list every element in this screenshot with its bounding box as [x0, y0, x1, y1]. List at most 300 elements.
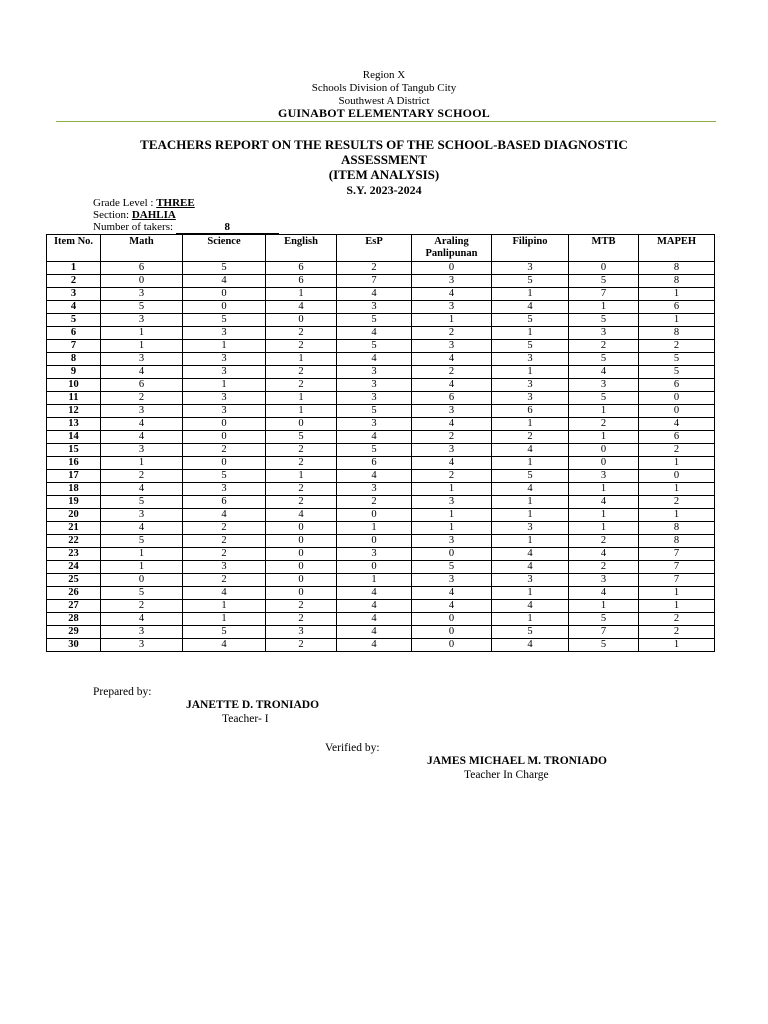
table-row: [47, 288, 715, 301]
score-cell: 2: [183, 548, 266, 561]
score-cell: 4: [492, 444, 569, 457]
score-cell: 1: [569, 431, 639, 444]
score-cell: 2: [266, 457, 337, 470]
item-number-cell: 14: [47, 431, 101, 444]
score-cell: 4: [337, 600, 412, 613]
score-cell: 0: [266, 535, 337, 548]
item-number-cell: 2: [47, 275, 101, 288]
score-cell: 2: [266, 600, 337, 613]
score-cell: 1: [492, 587, 569, 600]
column-header: EsP: [337, 235, 412, 262]
score-cell: 2: [266, 327, 337, 340]
score-cell: 4: [101, 522, 183, 535]
table-row: [47, 483, 715, 496]
item-number-cell: 29: [47, 626, 101, 639]
score-cell: 5: [101, 301, 183, 314]
score-cell: 2: [569, 340, 639, 353]
score-cell: 5: [183, 626, 266, 639]
score-cell: 5: [569, 314, 639, 327]
score-cell: 7: [639, 548, 715, 561]
score-cell: 4: [569, 548, 639, 561]
score-cell: 4: [101, 366, 183, 379]
score-cell: 5: [492, 626, 569, 639]
score-cell: 4: [337, 626, 412, 639]
table-row: [47, 379, 715, 392]
score-cell: 3: [412, 275, 492, 288]
table-row: [47, 639, 715, 652]
score-cell: 5: [183, 470, 266, 483]
item-number-cell: 25: [47, 574, 101, 587]
score-cell: 7: [639, 574, 715, 587]
score-cell: 5: [337, 314, 412, 327]
score-cell: 4: [492, 301, 569, 314]
score-cell: 5: [266, 431, 337, 444]
column-header: Science: [183, 235, 266, 262]
score-cell: 1: [639, 314, 715, 327]
score-cell: 7: [569, 288, 639, 301]
table-row: [47, 535, 715, 548]
table-row: [47, 626, 715, 639]
item-number-cell: 21: [47, 522, 101, 535]
score-cell: 3: [492, 262, 569, 275]
score-cell: 2: [639, 444, 715, 457]
score-cell: 4: [492, 548, 569, 561]
table-row: [47, 275, 715, 288]
score-cell: 1: [266, 392, 337, 405]
score-cell: 1: [412, 314, 492, 327]
table-row: [47, 561, 715, 574]
score-cell: 5: [492, 340, 569, 353]
score-cell: 0: [183, 457, 266, 470]
score-cell: 4: [492, 600, 569, 613]
item-number-cell: 16: [47, 457, 101, 470]
grade-level-label: Grade Level :: [93, 197, 157, 209]
table-row: [47, 262, 715, 275]
item-number-cell: 26: [47, 587, 101, 600]
score-cell: 5: [101, 535, 183, 548]
score-cell: 4: [337, 431, 412, 444]
item-number-cell: 22: [47, 535, 101, 548]
score-cell: 3: [183, 392, 266, 405]
section-label: Section:: [93, 209, 132, 221]
score-cell: 1: [412, 483, 492, 496]
score-cell: 6: [266, 275, 337, 288]
score-cell: 1: [183, 340, 266, 353]
table-row: [47, 522, 715, 535]
item-number-cell: 24: [47, 561, 101, 574]
score-cell: 4: [412, 600, 492, 613]
score-cell: 3: [412, 574, 492, 587]
table-row: [47, 327, 715, 340]
table-row: [47, 509, 715, 522]
item-number-cell: 4: [47, 301, 101, 314]
prepared-by-label: Prepared by:: [93, 686, 152, 698]
score-cell: 3: [101, 509, 183, 522]
score-cell: 1: [569, 405, 639, 418]
score-cell: 3: [492, 379, 569, 392]
item-number-cell: 20: [47, 509, 101, 522]
district-text: Southwest A District: [338, 95, 430, 107]
score-cell: 3: [101, 405, 183, 418]
score-cell: 6: [412, 392, 492, 405]
score-cell: 2: [183, 444, 266, 457]
score-cell: 3: [101, 314, 183, 327]
score-cell: 1: [412, 509, 492, 522]
score-cell: 2: [569, 535, 639, 548]
table-row: [47, 470, 715, 483]
score-cell: 0: [639, 405, 715, 418]
score-cell: 4: [183, 509, 266, 522]
column-header: Item No.: [47, 235, 101, 262]
score-cell: 1: [569, 600, 639, 613]
score-cell: 1: [639, 587, 715, 600]
score-cell: 2: [492, 431, 569, 444]
score-cell: 2: [266, 483, 337, 496]
table-row: [47, 353, 715, 366]
score-cell: 3: [183, 405, 266, 418]
score-cell: 6: [492, 405, 569, 418]
score-cell: 4: [337, 587, 412, 600]
score-cell: 4: [337, 327, 412, 340]
score-cell: 4: [412, 288, 492, 301]
table-row: [47, 496, 715, 509]
score-cell: 1: [337, 574, 412, 587]
score-cell: 0: [639, 470, 715, 483]
score-cell: 1: [639, 483, 715, 496]
table-body: [47, 262, 715, 652]
score-cell: 1: [101, 457, 183, 470]
column-header: MTB: [569, 235, 639, 262]
item-number-cell: 19: [47, 496, 101, 509]
table-row: [47, 574, 715, 587]
score-cell: 2: [412, 470, 492, 483]
item-number-cell: 5: [47, 314, 101, 327]
division-text: Schools Division of Tangub City: [311, 82, 457, 94]
score-cell: 3: [101, 444, 183, 457]
score-cell: 2: [266, 639, 337, 652]
score-cell: 6: [183, 496, 266, 509]
score-cell: 2: [266, 366, 337, 379]
takers-value: 8: [176, 222, 279, 234]
score-cell: 5: [101, 496, 183, 509]
score-cell: 0: [569, 457, 639, 470]
item-number-cell: 7: [47, 340, 101, 353]
score-cell: 4: [569, 496, 639, 509]
score-cell: 2: [337, 262, 412, 275]
column-header: Math: [101, 235, 183, 262]
score-cell: 5: [569, 639, 639, 652]
table-row: [47, 600, 715, 613]
score-cell: 4: [412, 587, 492, 600]
score-cell: 0: [183, 301, 266, 314]
score-cell: 0: [412, 639, 492, 652]
score-cell: 4: [492, 483, 569, 496]
score-cell: 1: [639, 639, 715, 652]
score-cell: 1: [266, 353, 337, 366]
item-number-cell: 17: [47, 470, 101, 483]
item-number-cell: 11: [47, 392, 101, 405]
score-cell: 5: [183, 262, 266, 275]
score-cell: 0: [266, 561, 337, 574]
score-cell: 2: [639, 626, 715, 639]
column-header: Filipino: [492, 235, 569, 262]
score-cell: 2: [266, 496, 337, 509]
score-cell: 1: [492, 418, 569, 431]
score-cell: 0: [183, 288, 266, 301]
score-cell: 3: [101, 353, 183, 366]
score-cell: 1: [337, 522, 412, 535]
score-cell: 5: [492, 470, 569, 483]
score-cell: 8: [639, 327, 715, 340]
grade-level: [93, 197, 195, 209]
score-cell: 2: [183, 574, 266, 587]
score-cell: 6: [101, 262, 183, 275]
table-row: [47, 392, 715, 405]
table-row: [47, 405, 715, 418]
score-cell: 5: [492, 314, 569, 327]
score-cell: 2: [639, 340, 715, 353]
score-cell: 0: [412, 613, 492, 626]
score-cell: 0: [337, 561, 412, 574]
score-cell: 3: [337, 392, 412, 405]
score-cell: 3: [266, 626, 337, 639]
score-cell: 4: [639, 418, 715, 431]
school-year: S.Y. 2023-2024: [346, 183, 422, 197]
score-cell: 3: [183, 353, 266, 366]
score-cell: 1: [412, 522, 492, 535]
score-cell: 4: [183, 639, 266, 652]
score-cell: 3: [569, 327, 639, 340]
score-cell: 0: [569, 444, 639, 457]
score-cell: 1: [492, 457, 569, 470]
score-cell: 3: [337, 379, 412, 392]
verified-by-label: Verified by:: [325, 742, 380, 754]
score-cell: 3: [412, 444, 492, 457]
score-cell: 1: [492, 288, 569, 301]
score-cell: 2: [266, 340, 337, 353]
score-cell: 0: [412, 548, 492, 561]
item-number-cell: 23: [47, 548, 101, 561]
score-cell: 3: [183, 483, 266, 496]
section-value: DAHLIA: [131, 209, 176, 221]
score-cell: 1: [183, 600, 266, 613]
table-row: [47, 366, 715, 379]
score-cell: 3: [412, 535, 492, 548]
score-cell: 4: [412, 457, 492, 470]
score-cell: 1: [266, 405, 337, 418]
item-number-cell: 3: [47, 288, 101, 301]
item-number-cell: 30: [47, 639, 101, 652]
score-cell: 0: [266, 574, 337, 587]
score-cell: 4: [412, 418, 492, 431]
score-cell: 4: [569, 587, 639, 600]
score-cell: 4: [101, 418, 183, 431]
score-cell: 4: [492, 639, 569, 652]
header-divider: [56, 121, 716, 122]
item-number-cell: 6: [47, 327, 101, 340]
score-cell: 4: [337, 288, 412, 301]
score-cell: 1: [569, 301, 639, 314]
score-cell: 2: [266, 613, 337, 626]
score-cell: 0: [412, 626, 492, 639]
score-cell: 8: [639, 522, 715, 535]
score-cell: 5: [569, 353, 639, 366]
report-title-line1: TEACHERS REPORT ON THE RESULTS OF THE SCHOOL-BASED DIAGNOSTIC: [140, 137, 628, 152]
score-cell: 3: [101, 288, 183, 301]
score-cell: 4: [266, 301, 337, 314]
score-cell: 0: [266, 418, 337, 431]
score-cell: 2: [569, 418, 639, 431]
score-cell: 6: [337, 457, 412, 470]
score-cell: 6: [101, 379, 183, 392]
score-cell: 2: [412, 327, 492, 340]
score-cell: 3: [492, 574, 569, 587]
score-cell: 5: [412, 561, 492, 574]
score-cell: 0: [266, 522, 337, 535]
score-cell: 3: [569, 470, 639, 483]
score-cell: 1: [639, 457, 715, 470]
score-cell: 0: [101, 275, 183, 288]
score-cell: 0: [266, 587, 337, 600]
prepared-by-name: JANETTE D. TRONIADO: [186, 699, 320, 711]
score-cell: 6: [639, 431, 715, 444]
table-row: [47, 457, 715, 470]
score-cell: 1: [492, 366, 569, 379]
score-cell: 3: [569, 379, 639, 392]
score-cell: 3: [337, 418, 412, 431]
score-cell: 1: [492, 535, 569, 548]
score-cell: 1: [101, 340, 183, 353]
score-cell: 3: [337, 548, 412, 561]
score-cell: 3: [337, 366, 412, 379]
score-cell: 1: [569, 522, 639, 535]
score-cell: 5: [569, 613, 639, 626]
score-cell: 7: [337, 275, 412, 288]
score-cell: 3: [412, 340, 492, 353]
score-cell: 4: [101, 431, 183, 444]
score-cell: 6: [266, 262, 337, 275]
table-row: [47, 548, 715, 561]
score-cell: 3: [412, 405, 492, 418]
header-row: [47, 235, 715, 262]
table-row: [47, 340, 715, 353]
score-cell: 4: [101, 613, 183, 626]
score-cell: 5: [639, 366, 715, 379]
score-cell: 1: [266, 288, 337, 301]
report-title-line2: ASSESSMENT: [341, 152, 427, 167]
score-cell: 2: [337, 496, 412, 509]
score-cell: 0: [412, 262, 492, 275]
score-cell: 1: [639, 600, 715, 613]
score-cell: 4: [337, 639, 412, 652]
table-row: [47, 587, 715, 600]
score-cell: 4: [412, 353, 492, 366]
score-cell: 1: [569, 509, 639, 522]
score-cell: 4: [183, 587, 266, 600]
score-cell: 8: [639, 535, 715, 548]
score-cell: 1: [492, 509, 569, 522]
score-cell: 4: [101, 483, 183, 496]
score-cell: 1: [101, 548, 183, 561]
score-cell: 3: [492, 353, 569, 366]
table-row: [47, 444, 715, 457]
score-cell: 1: [183, 379, 266, 392]
score-cell: 2: [101, 470, 183, 483]
item-number-cell: 27: [47, 600, 101, 613]
score-cell: 3: [183, 327, 266, 340]
table-row: [47, 301, 715, 314]
score-cell: 2: [266, 379, 337, 392]
score-cell: 5: [639, 353, 715, 366]
score-cell: 4: [412, 379, 492, 392]
item-number-cell: 8: [47, 353, 101, 366]
score-cell: 5: [492, 275, 569, 288]
verified-by-name: JAMES MICHAEL M. TRONIADO: [427, 755, 607, 767]
score-cell: 2: [183, 535, 266, 548]
table-row: [47, 314, 715, 327]
verified-by-title: Teacher In Charge: [464, 769, 549, 781]
score-cell: 0: [639, 392, 715, 405]
item-number-cell: 1: [47, 262, 101, 275]
score-cell: 1: [569, 483, 639, 496]
section: [93, 209, 176, 221]
score-cell: 3: [412, 496, 492, 509]
score-cell: 4: [337, 353, 412, 366]
score-cell: 3: [183, 561, 266, 574]
takers-label: Number of takers:: [93, 221, 176, 233]
score-cell: 0: [183, 418, 266, 431]
score-cell: 0: [101, 574, 183, 587]
score-cell: 3: [569, 574, 639, 587]
grade-level-value: THREE: [156, 197, 195, 209]
score-cell: 5: [569, 275, 639, 288]
score-cell: 5: [183, 314, 266, 327]
score-cell: 4: [492, 561, 569, 574]
score-cell: 3: [412, 301, 492, 314]
score-cell: 1: [639, 509, 715, 522]
score-cell: 4: [337, 470, 412, 483]
score-cell: 1: [183, 613, 266, 626]
score-cell: 1: [266, 470, 337, 483]
column-header: MAPEH: [639, 235, 715, 262]
score-cell: 0: [183, 431, 266, 444]
score-cell: 4: [569, 366, 639, 379]
score-cell: 0: [337, 509, 412, 522]
score-cell: 0: [266, 548, 337, 561]
score-cell: 3: [183, 366, 266, 379]
score-cell: 2: [101, 600, 183, 613]
item-number-cell: 13: [47, 418, 101, 431]
score-cell: 1: [101, 327, 183, 340]
score-cell: 1: [639, 288, 715, 301]
score-cell: 7: [569, 626, 639, 639]
item-number-cell: 9: [47, 366, 101, 379]
score-cell: 2: [639, 496, 715, 509]
table-header: [47, 235, 715, 262]
score-cell: 0: [569, 262, 639, 275]
score-cell: 1: [101, 561, 183, 574]
score-cell: 3: [101, 626, 183, 639]
score-cell: 6: [639, 301, 715, 314]
score-cell: 0: [337, 535, 412, 548]
column-header: Araling Panlipunan: [412, 235, 492, 262]
table-row: [47, 418, 715, 431]
score-cell: 2: [101, 392, 183, 405]
score-cell: 5: [337, 405, 412, 418]
score-cell: 6: [639, 379, 715, 392]
score-cell: 4: [266, 509, 337, 522]
table-row: [47, 431, 715, 444]
